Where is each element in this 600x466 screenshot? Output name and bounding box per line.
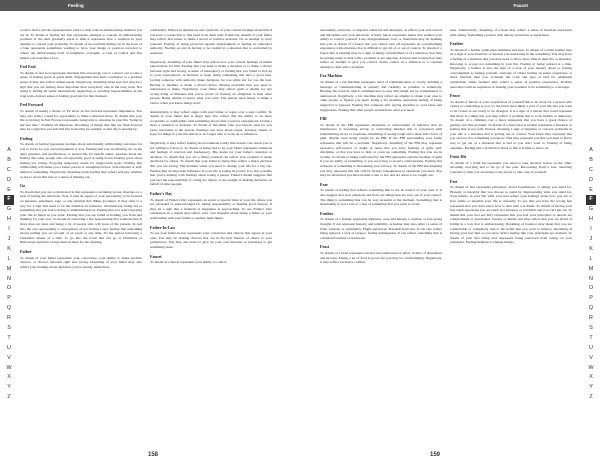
entry-heading: FBI bbox=[320, 116, 327, 122]
entry-paragraph: To dream of a fenix hit represents you need to take decisive action on the other. Avoiding worrying and to let go of the past. Recovering from a loss, renewing yourself or what you are doing or the power to take care of yourself. bbox=[450, 160, 572, 175]
thumb-tab-p[interactable]: P bbox=[589, 295, 593, 302]
entry-paragraph: To dream of seeing a movie or TV show in fast forward represents impatience. You may also reflect a need for opportunity to make a situation more. To dream that your life is moving in Fast Forward represents being able to situation in your life "being in the fast lane." Nothing all important. Dreaming of things that like are flash forward may be a sign that you feel that life is moving too quickly or that life is passing by. bbox=[20, 108, 142, 132]
thumb-tab-j[interactable]: J bbox=[589, 236, 593, 243]
thumb-tab-e[interactable]: E bbox=[7, 186, 11, 193]
thumb-tab-s[interactable]: S bbox=[589, 325, 593, 332]
entry-heading: Feast bbox=[320, 244, 330, 250]
thumb-tab-r[interactable]: R bbox=[589, 315, 593, 322]
page-number-left: 158 bbox=[148, 452, 159, 458]
entry-heading: Fear bbox=[320, 181, 328, 187]
entry-heading: Father-In-Law bbox=[150, 224, 176, 230]
thumb-tab-d[interactable]: D bbox=[589, 176, 593, 183]
thumb-tab-y[interactable]: Y bbox=[7, 384, 11, 391]
thumb-tab-e[interactable]: E bbox=[589, 186, 593, 193]
entry-paragraph: To dream of a faucet represents your ability to control bbox=[150, 260, 227, 265]
thumb-tab-g[interactable]: G bbox=[588, 206, 594, 213]
column-right-1 bbox=[320, 28, 442, 448]
thumb-tab-q[interactable]: Q bbox=[588, 305, 594, 312]
thumb-index-right bbox=[586, 146, 596, 403]
thumb-tab-v[interactable]: V bbox=[589, 354, 593, 361]
entry-paragraph: confidently. Fathers in dreams are also symbolic of your current feelings about him if you have a connection to that need to be dealt with. Positively, dreams of your father may reflect that issues to make a moral or positive decision. Or an attempt to carry yourself. Feeling of being protected against abandonment or feeling in someone's authority. Feeling on and in having to be careful in a situation that is controlled by someone. bbox=[150, 28, 272, 55]
entry-paragraph: To dream of a feather represents lightness, ease and having a carefree or free-going thought. It can represent honesty and reliability. A feather may also reflect a sense of faith, wisdom, or spirituality. Flight and travel. Freedom from ties. It can also reflect being ignored, a lack of respect, feeling unimportant. It can reflect something that is considered useless or irrelevant. bbox=[320, 217, 442, 240]
entry-paragraph: Negatively, dreaming of your father may reflect how your current feelings of unmet expectations for him. Feeling that you need to make a decision or to make a choice between right and wrong. A sense of inadequacy or feeling that you failed to live up to your expectations. A decision to keep doing something that isn't a good idea. Letting someone with authority make decisions for you while not for you the best. Having to mediate or make a moral choice. Having problems that you need to understand or make. Negatively, your father may reflect guilt or shame for any wrong-doing or mistakes that you're proud of. Feeling an obligation to help other people. Being unable to know what you can't. The person most likely to make a choice when you know things don't. bbox=[150, 59, 272, 105]
thumb-tab-z[interactable]: Z bbox=[7, 394, 11, 401]
entry-heading: Feather bbox=[320, 210, 334, 216]
thumb-tab-v[interactable]: V bbox=[7, 354, 11, 361]
entry-heading: Feel Fool bbox=[20, 64, 36, 70]
entry-heading: Fax Machine bbox=[320, 73, 343, 79]
entry-paragraph: uncertainty, obstacles, or negative emotions and situations. Is affects your self-control and discipline over your emotions. A leaky faucet represents issues that weaken your ability to control yourself. Loss, disappointment, fear, or frustration may be draining into you. A dream of a faucet that you cannot turn off represents an overwhelming experience with emotions that is difficult to get rid of or out of control. To dream of a faucet that is running may be a sign of being overwhelmed or of a situation. You may be getting ready to deal with a problem or are ongoing. A faucet that is turned on may reflect an attempt to give you control. Some control in a situation or a constant attempt to deal with a problem. bbox=[320, 28, 442, 69]
thumb-tab-o[interactable]: O bbox=[6, 285, 12, 292]
thumb-tab-t[interactable]: T bbox=[7, 334, 11, 341]
column-left-1 bbox=[20, 28, 142, 448]
column-left-2 bbox=[150, 28, 272, 448]
entry-heading: Father's Day bbox=[150, 191, 173, 196]
thumb-tab-j[interactable]: J bbox=[7, 236, 11, 243]
thumb-tab-p[interactable]: P bbox=[7, 295, 11, 302]
thumb-tab-q[interactable]: Q bbox=[6, 305, 12, 312]
thumb-tab-x[interactable]: X bbox=[7, 374, 11, 381]
thumb-tab-r[interactable]: R bbox=[7, 315, 11, 322]
thumb-tab-b[interactable]: B bbox=[589, 156, 593, 163]
thumb-tab-a[interactable]: A bbox=[7, 147, 11, 153]
thumb-tab-u[interactable]: U bbox=[589, 344, 593, 351]
thumb-tab-k[interactable]: K bbox=[7, 245, 11, 252]
thumb-tab-a[interactable]: A bbox=[589, 147, 593, 153]
entry-heading: Feet bbox=[450, 178, 458, 184]
thumb-tab-x[interactable]: X bbox=[589, 374, 593, 381]
running-head-right: Faucet bbox=[300, 0, 600, 11]
thumb-tab-g[interactable]: G bbox=[6, 206, 12, 213]
entry-paragraph: To dream of feeling fear reflects something that is not in control of your own. It is also suggest that your emotions and fears are things that are now out of your control. The thing is something that can be very stressful at the moment. Something that is threatening to you a real or a fear of something that you want to avoid. bbox=[320, 188, 442, 207]
thumb-tab-h[interactable]: H bbox=[589, 216, 593, 223]
entry-paragraph: To see your father-in-law represents your conscience and choices that appear in your own. You may be making choices that are in the best interest of others or your preferences. You may also have to give up your own interests or principles to get something done. bbox=[150, 231, 272, 249]
entry-paragraph: ease. Alternatively, dreaming of a feast may reflect a sense of freedom associated with eating. Something a person with dietary restriction or experience. bbox=[450, 28, 572, 37]
entry-heading: Faucet bbox=[150, 253, 162, 259]
thumb-tab-w[interactable]: W bbox=[6, 364, 12, 371]
thumb-tab-l[interactable]: L bbox=[7, 255, 11, 262]
thumb-tab-l[interactable]: L bbox=[589, 255, 593, 262]
entry-paragraph: To dream of fences or your experiences of yourself that is no more for a person who cannot or controlling to you, by the fence most likely a part of your life that you want to be closed or not ready to be changed. It is a sign of a barrier that could represent that there is a thing that you may reflect a problem that is to be hidden or unknown. To dream of a climbing over a fence represents that you have a good chance of getting over that problem. To dream of a fence that is broken represents a situation or feeling that is not well. Fences, meaning a sign of negative or concern problems in your life or a situation that is getting out of control. Your fence may represent that you are lost. It is something you know. This may represent you that you need to find a way to get out of a situation that is bad or you don't want to. Feeling of being outsiders. Feeling that a problem is fixed or that it is time to move on. bbox=[450, 99, 572, 150]
thumb-tab-f[interactable]: F bbox=[4, 195, 14, 205]
column-right-2 bbox=[450, 28, 572, 448]
thumb-index-left bbox=[4, 146, 14, 403]
thumb-tab-i[interactable]: I bbox=[590, 226, 592, 233]
entry-heading: Feel Forward bbox=[20, 102, 44, 108]
entry-paragraph: To dream of feet represents principles, moral foundations, or things you stand for. Honesty or integrity that you choose to stand by. Representing what you stand for. Your beliefs, in your life what your feet reflect your feelings about how you are or how stable or unstable your life is currently. To see that you have the wrong feet represents that you don't know how to deal with a problem. To dream of having your feet stuck represents you are stuck in a situation or condition and you can't get out. To dream that your feet are dirty represents that you feel your principles or morals are compromised or questioned. Sweaty or smelly feet may reflect that you are afraid of failing in a way that is embarrassing. Dreaming of barefoot may mean that you are comfortable or completely true to the belief that you want to believe. Dreaming of having your feet hurt or sore may reflect feeling like your principles are strained. To dream of your feet being tied represents being restricted from acting on your principles. Feeling helpless to change things. bbox=[450, 185, 572, 245]
entry-heading: Feeling bbox=[20, 135, 33, 141]
entry-paragraph: Negatively, it may reflect feeling about someone totally that doesn't care about you or not willing to follow it. To dream of being lied to by your father represents situations and feelings of reaction and inadequacy. The desire for your father's attention or decision. To dream that you are a father yourself can reflect your position to make decisions for others. To dream that your father is dying may reflect a major decision that you are facing. The moment when you need to change your life for a big one. Feeling that an important influence in your life is losing its power. It is also possible that you're dealing with feelings about losing a parent. Father's dream suggests that you feel the responsibility of caring for others, or the weight of making decisions on behalf of other people. bbox=[150, 141, 272, 187]
thumb-tab-o[interactable]: O bbox=[588, 285, 594, 292]
entry-paragraph: To dream of the FBI represents discipline or enforcement of behavior that an interference is becoming strong. A controlling mindset that is concerned with remembering errors or loopholes. Dreaming of seeing tough and a more strict force of guilt. Maybe even being caught by an FBI. If the FBI surrounding your home represents that will be a problem. Negatively, dreaming of the FBI may represent excessive self-control or doubt. A sense that you have feelings of guilt, self-discipline, or that you have to hide or cover up something. Feeling that you are in trouble. To dream of being confronted by the FBI represents extreme feelings of guilt if you are guilty of something or you are trying to avoid a confrontation. Feeling that someone or something is threatening your privacy. To dream of the FBI investigating you may represent that life will be facing consequences to situations you have. You may be afraid that you have broken a rule or law and are about to be caught out. bbox=[320, 122, 442, 178]
thumb-tab-n[interactable]: N bbox=[589, 275, 593, 282]
thumb-tab-i[interactable]: I bbox=[8, 226, 10, 233]
page-number-right: 159 bbox=[430, 452, 441, 458]
entry-paragraph: To dream of feel fool represents situation that encourage you to connect out to take a sense of feeling good. A quick thrill. Engagement that feels conclusive or a positive sense. It may also reflect unmet needs. Negatively, dreaming about feel fool may be a sign that you are feeling more important than everybody else in the long term. Not doing it feeling all while intentionally neglecting or avoiding responsibilities in the long term. A more sense of feeling good just for that moment. bbox=[20, 70, 142, 98]
thumb-tab-b[interactable]: B bbox=[7, 156, 11, 163]
text-columns-left bbox=[20, 28, 272, 448]
thumb-tab-n[interactable]: N bbox=[7, 275, 11, 282]
thumb-tab-y[interactable]: Y bbox=[589, 384, 593, 391]
entry-paragraph: To dream of a feast represents reward and celebration of effort. A time of abundance and success. Eating a lot of food is good, but you may be overindulging. Negatively, it may reflect excessive comfort. bbox=[320, 250, 442, 265]
running-head-left: Feeling bbox=[0, 0, 300, 11]
thumb-tab-m[interactable]: M bbox=[6, 265, 12, 272]
thumb-tab-s[interactable]: S bbox=[7, 325, 11, 332]
text-columns-right bbox=[320, 28, 572, 448]
thumb-tab-f[interactable]: F bbox=[586, 195, 596, 205]
thumb-tab-z[interactable]: Z bbox=[589, 394, 593, 401]
thumb-tab-w[interactable]: W bbox=[588, 364, 594, 371]
right-page bbox=[300, 0, 600, 466]
thumb-tab-h[interactable]: H bbox=[7, 216, 11, 223]
entry-paragraph: To dream of a feather symbolizes lightness and ease. To dream of a white feather may be a sign of your freedom, or interest you interesting in the something. You may have a feeling of a situation and you may need to allow more time in their life or situation. Knowing to accept not something in your life. Feeling of being relaxed at a time. Negatively, a feather is also the sign of a lack of your anxiety about or feeling overwhelmed as feeling yourself. Jealousy of others having an easier experience or more freedom than you. Consider the color and type of bird for additional symbolism. Other feathers may reflect a sense of positive experience. Positive associated with an aspiration or making your potential to do something to a stronger. bbox=[450, 47, 572, 89]
thumb-tab-u[interactable]: U bbox=[7, 344, 11, 351]
entry-heading: Fence bbox=[450, 93, 460, 99]
entry-heading: Feather bbox=[450, 41, 464, 47]
entry-paragraph: To dream of Father's Day represents an event or special time in your life where you are rewarded or acknowledged for taking responsibility or making good choices. It may be a sign that a moment of happiness is approaching. To see Father's Day celebration in a dream may reflect your own thoughts about being a father or your relationship with your father or another male figure. bbox=[150, 197, 272, 220]
entry-paragraph: To dream of feeling represents feelings about emotionally withholding outcomes for you to focus for you are bereavement or loss. Feeling that you are missing out on the daily pleasure, self gratification, or normal life for benefit others. Anxious about the feeling that other people who are especially good at being loved. Feeling good about feeling not loving. Forgoing temporary needs for longer-term goals. Feeling that withholding will make you a better person or strengthen before. Self-restraint or self-denial of something. Negatively, dreaming about feeling may reflect self-pity whether or not to down that loss or a sense of missing out. bbox=[20, 142, 142, 179]
thumb-tab-k[interactable]: K bbox=[589, 245, 593, 252]
entry-paragraph: To dream of your father represents your conscience, your ability to make positive choices, or choices between right and wrong. Dreaming of your father may also reflect your feelings about decisions you've already made more bbox=[20, 255, 142, 269]
thumb-tab-c[interactable]: C bbox=[7, 166, 11, 173]
entry-paragraph: room to find a private representative effort to deal with an embarrassing situation you are in. To dream of feeling not first represents attempts to conceal an embarrassing problem. If the dark gradually starts to hide it represents how a situation in your attempt to conceal your problems. To dream of successfully hiding out in the front of a lake represents sometimes wanting to have your image or position recorded to others. An embarrassing form of judgment, oversight, or lack of control and that makes you look like a fool. bbox=[20, 28, 142, 60]
entry-heading: Father bbox=[20, 248, 32, 254]
entry-paragraph: To dream of a fax machine represents need of communication or clarity. Sending a message or communicating as quickly and carefully as possible to somebody. Hearing the receiver which communicates is easy that might not be remembered or understood. Negatively, a fax machine may reflect an attempt to make your case to other people or figures you need. Using a fax machine represents feeling of being neglected or ignored. Feeling that someone isn't paying attention to your ideas and suggestions. Feeling that other people around have what you need. bbox=[320, 79, 442, 112]
entry-heading: Fenix Hit bbox=[450, 154, 467, 160]
entry-heading: Go bbox=[20, 183, 26, 189]
thumb-tab-t[interactable]: T bbox=[589, 334, 593, 341]
thumb-tab-m[interactable]: M bbox=[588, 265, 594, 272]
thumb-tab-d[interactable]: D bbox=[7, 176, 11, 183]
entry-paragraph: To dream that you are so motivated is that represents overtaking power, liberties, or a lack of lasting the emotions. Your it runs an aspect of your personality to be focused on pleasure, emptiness, rage, or any emotion that thinks goodness. It may refer to a way for a sign that need to be the attention in someone. Alternatively, being led or something that you feel is doing or undermining how. Feeling that you aren't enjoying your life as much as you want. Feeling that you are failed at holding you from and thinking for your loss. To dream of observing a fire representing that someone that is more than not least and being a lot of people who will force of the present. In real life, the one representing a consequence of not having a new feeling that something strong pulling you on account of an event or any time. It's the period following a Christmas dinner of a time. To go into the room that can go at Christmas or Halloween and have a large meal in there for the winning. bbox=[20, 189, 142, 245]
thumb-tab-c[interactable]: C bbox=[589, 166, 593, 173]
entry-paragraph: Alternatively, it may reflect anger with your father or regret over a past conflict. To dream of your father that is angry may also reflect that the ability to be more acceptable or comfortable with something about what you have experienced. Living a more a situation or decision. To dream of the father who you haven't seen for you years represents to the person. Feelings you have about regret, jealousy, shame or hope for things in your life that he is no longer able to work on or influence. bbox=[150, 109, 272, 137]
